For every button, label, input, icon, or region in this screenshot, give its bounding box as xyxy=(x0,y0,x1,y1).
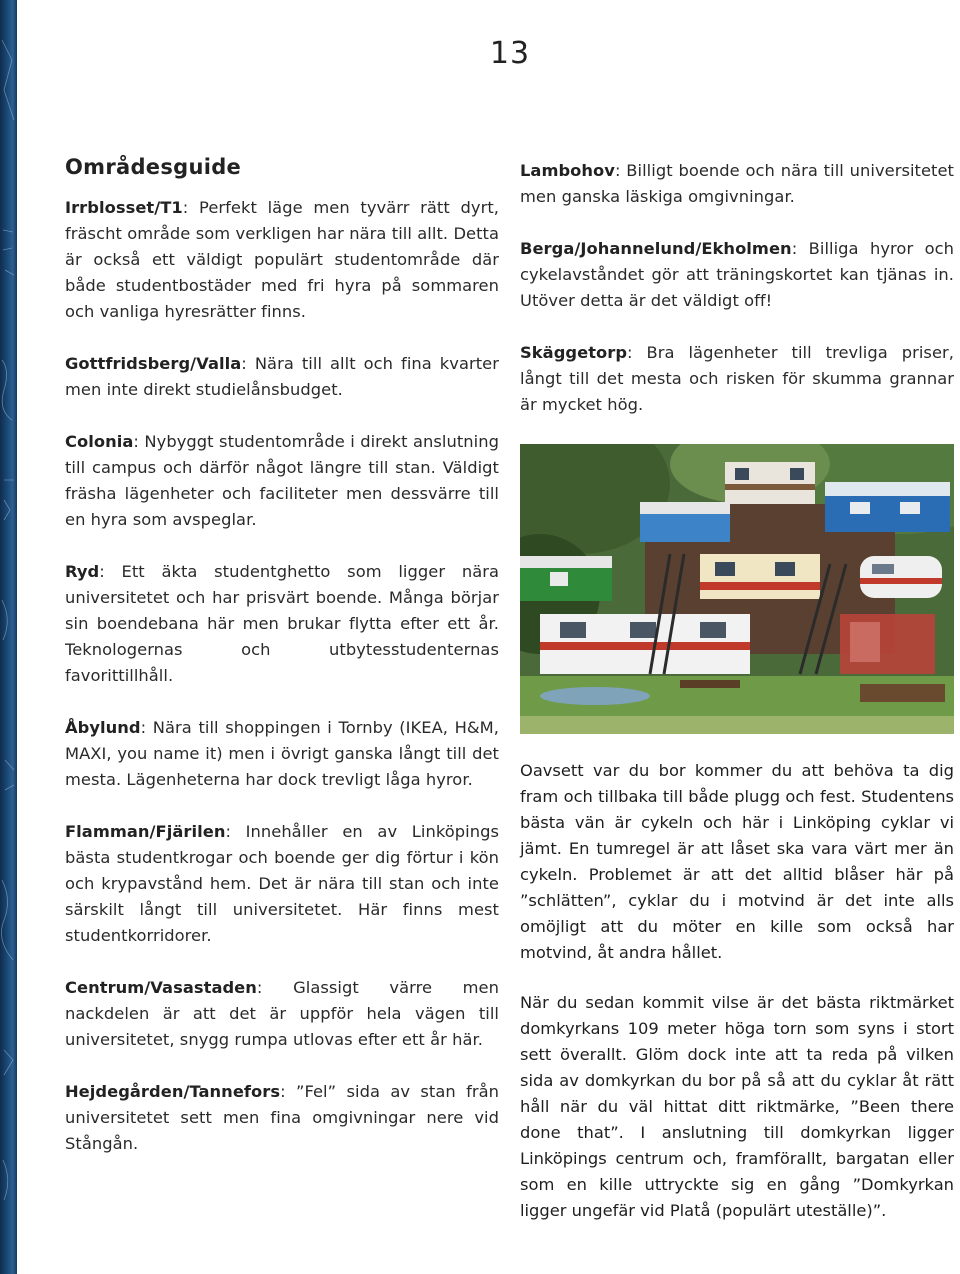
area-name: Colonia xyxy=(65,432,134,451)
area-entry-berga xyxy=(520,236,954,314)
area-entry-irrblosset xyxy=(65,195,499,325)
section-heading: Områdesguide xyxy=(65,155,242,179)
area-name: Irrblosset/T1 xyxy=(65,198,183,217)
area-description: : Bra lägenheter till trevliga priser, långt till det mesta och risken för skumma grannar är mycket hög. xyxy=(520,343,954,414)
chalkboard-scribble-icon xyxy=(0,0,17,1274)
paragraph-cycling: Oavsett var du bor kommer du att behöva ta dig fram och tillbaka till både plugg och fest. Studentens bästa vän är cykeln och här i Linköping cyklar vi jämt. En tumregel är att låset ska vara värt mer än cykeln. Problemet är att det alltid blåser här på ”schlätten”, cyklar du i motvind är det inte alls omöjligt att du möter en kille som också har motvind, åt andra hållet. xyxy=(520,761,954,962)
area-description: : Billiga hyror och cykelavståndet gör att träningskortet kan tjänas in. Utöver detta är det väldigt off! xyxy=(520,239,954,310)
area-description: : Billigt boende och nära till universitetet men ganska läskiga omgivningar. xyxy=(520,161,954,206)
area-name: Centrum/Vasastaden xyxy=(65,978,257,997)
area-entry-skaggetorp xyxy=(520,340,954,418)
area-name: Berga/Johannelund/Ekholmen xyxy=(520,239,792,258)
area-description: : Nära till allt och fina kvarter men inte direkt studielånsbudget. xyxy=(65,354,499,399)
area-name: Åbylund xyxy=(65,718,141,737)
area-entry-ryd xyxy=(65,559,499,689)
area-description: : Nybyggt studentområde i direkt anslutning till campus och därför något längre till stan. Väldigt fräsha lägenheter och faciliteter men dessvärre till en hyra som avspeglar. xyxy=(65,432,499,529)
area-entry-colonia xyxy=(65,429,499,533)
area-entry-abylund xyxy=(65,715,499,793)
right-column xyxy=(520,158,954,1248)
area-entry-centrum xyxy=(65,975,499,1053)
area-description: : Nära till shoppingen i Tornby (IKEA, H&M, MAXI, you name it) men i övrigt ganska långt till det mesta. Lägenheterna har dock trevligt låga hyror. xyxy=(65,718,499,789)
photo-illustration xyxy=(520,444,954,734)
area-description: : Perfekt läge men tyvärr rätt dyrt, fräscht område som verkligen har nära till allt. Detta är också ett väldigt populärt studentområde där både studentbostäder med fri hyra på sommaren och vanliga hyresrätter finns. xyxy=(65,198,499,321)
paragraph-cathedral: När du sedan kommit vilse är det bästa riktmärket domkyrkans 109 meter höga torn som syns i stort sett överallt. Glöm dock inte att ta reda på vilken sida av domkyrkan du bor på så att du cyklar åt rätt håll när du väl hittat ditt riktmärke, ”Been there done that”. I anslutning till domkyrkan ligger Linköpings centrum och, framförallt, bargatan eller som en kille uttryckte sig en gång ”Domkyrkan ligger ungefär vid Platå (populärt uteställe)”. xyxy=(520,993,954,1220)
area-entry-flamman xyxy=(65,819,499,949)
area-name: Ryd xyxy=(65,562,100,581)
page-number: 13 xyxy=(489,36,531,71)
area-description: : Ett äkta studentghetto som ligger nära universitetet och har prisvärt boende. Många börjar sin boendebana här men brukar flytta efter ett år. Teknologernas och utbytesstudenternas favorittillhåll. xyxy=(65,562,499,685)
stacked-trailers-photo xyxy=(520,444,954,734)
area-entry-hejdegarden xyxy=(65,1079,499,1157)
area-name: Gottfridsberg/Valla xyxy=(65,354,242,373)
area-name: Hejdegården/Tannefors xyxy=(65,1082,281,1101)
area-name: Skäggetorp xyxy=(520,343,628,362)
area-entry-gottfridsberg xyxy=(65,351,499,403)
area-name: Flamman/Fjärilen xyxy=(65,822,226,841)
area-name: Lambohov xyxy=(520,161,615,180)
left-column xyxy=(65,155,499,1183)
area-description: : Glassigt värre men nackdelen är att det är uppför hela vägen till universitetet, snygg rumpa utlovas efter ett år här. xyxy=(65,978,499,1049)
area-entry-lambohov xyxy=(520,158,954,210)
area-description: : ”Fel” sida av stan från universitetet sett men fina omgivningar nere vid Stångån. xyxy=(65,1082,499,1153)
decorative-sidebar xyxy=(0,0,17,1274)
area-description: : Innehåller en av Linköpings bästa studentkrogar och boende ger dig förtur i kön och krypavstånd hem. Det är nära till stan och inte särskilt långt till universitetet. Här finns mest studentkorridorer. xyxy=(65,822,499,945)
